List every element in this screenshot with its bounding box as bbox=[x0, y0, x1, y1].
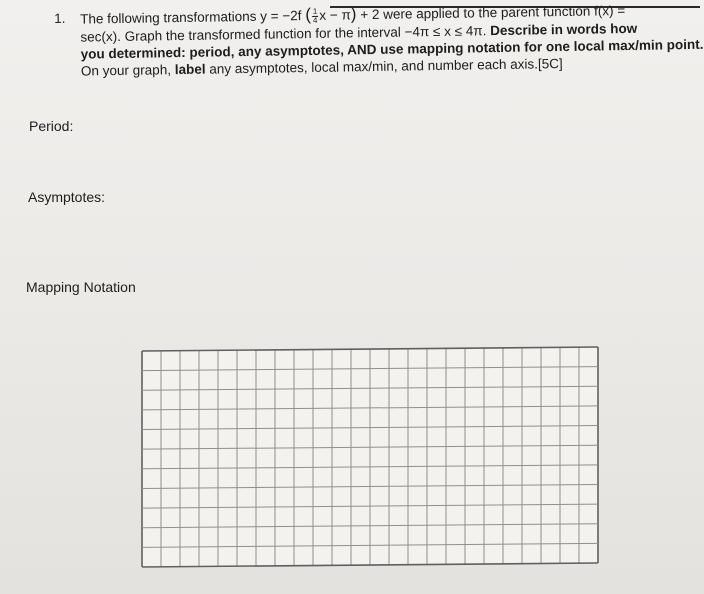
question-text bbox=[80, 0, 704, 79]
question-line-1-inner: x − π bbox=[319, 7, 351, 23]
close-paren: ) bbox=[350, 4, 357, 24]
question-line-3-middle: period, any asymptotes, AND use mapping notation for one local max/min point bbox=[189, 36, 700, 60]
question-line-3-start: you determined: bbox=[80, 44, 186, 62]
period-label: Period: bbox=[29, 118, 74, 134]
fraction-numerator: 1 bbox=[312, 6, 318, 16]
question-line-2-start: sec(x). Graph the transformed function for the interval −4π ≤ x ≤ 4π. bbox=[80, 23, 487, 45]
question-line-1-end: + 2 were applied to the parent function f(x) = bbox=[360, 3, 626, 23]
question-line-3-end: . bbox=[699, 36, 704, 52]
question-line-4-start: On your graph, bbox=[80, 62, 172, 79]
question-1 bbox=[54, 0, 704, 80]
graph-grid-svg[interactable] bbox=[141, 346, 599, 568]
question-line-2-bold: Describe in words how bbox=[490, 20, 638, 39]
mapping-notation-label: Mapping Notation bbox=[26, 279, 136, 295]
graph-grid[interactable] bbox=[141, 346, 599, 568]
question-line-1-start: The following transformations y = −2f bbox=[80, 8, 302, 27]
question-line-4-end: any asymptotes, local max/min, and number each axis.[5C] bbox=[209, 55, 563, 77]
question-number: 1. bbox=[54, 10, 66, 26]
asymptotes-label: Asymptotes: bbox=[28, 189, 106, 205]
open-paren: ( bbox=[305, 4, 312, 25]
fraction-denominator: 4 bbox=[312, 15, 318, 25]
fraction-one-quarter bbox=[312, 8, 319, 25]
question-line-4-bold: label bbox=[174, 61, 206, 78]
